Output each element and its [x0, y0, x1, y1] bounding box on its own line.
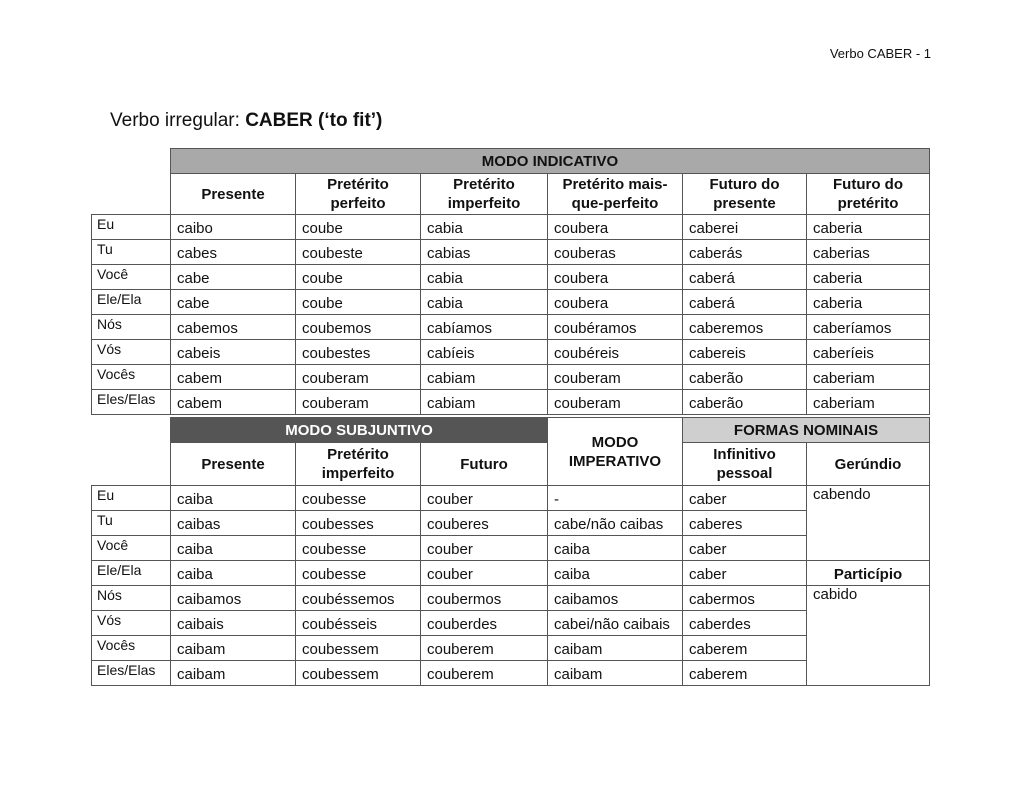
- participio-header: Particípio: [807, 561, 930, 586]
- pronoun-label: Tu: [92, 240, 171, 265]
- conjugation-cell: caiba: [171, 561, 296, 586]
- conjugation-cell: couber: [421, 486, 548, 511]
- imperativo-cell: caiba: [548, 536, 683, 561]
- table-row: [92, 536, 930, 561]
- conjugation-cell: caberão: [683, 365, 807, 390]
- conjugation-cell: coubéssemos: [296, 586, 421, 611]
- conjugation-cell: caberia: [807, 265, 930, 290]
- conjugation-cell: caberei: [683, 215, 807, 240]
- conjugation-cell: coubesse: [296, 561, 421, 586]
- infinitivo-cell: caber: [683, 561, 807, 586]
- col-header: Presente: [171, 443, 296, 486]
- conjugation-cell: couberam: [548, 390, 683, 415]
- pronoun-label: Nós: [92, 315, 171, 340]
- conjugation-cell: cabíamos: [421, 315, 548, 340]
- table-row: [92, 390, 930, 415]
- conjugation-cell: caiba: [171, 486, 296, 511]
- imperativo-cell: caibam: [548, 636, 683, 661]
- conjugation-cell: caberão: [683, 390, 807, 415]
- conjugation-cell: coubeste: [296, 240, 421, 265]
- conjugation-cell: couberam: [296, 365, 421, 390]
- conjugation-cell: cabem: [171, 390, 296, 415]
- conjugation-cell: caberemos: [683, 315, 807, 340]
- pronoun-label: Vós: [92, 340, 171, 365]
- conjugation-cell: coubéramos: [548, 315, 683, 340]
- table-row: [92, 215, 930, 240]
- conjugation-cell: caberás: [683, 240, 807, 265]
- pronoun-label: Eu: [92, 215, 171, 240]
- col-header: Infinitivo pessoal: [683, 443, 807, 486]
- title-verb: CABER (‘to fit’): [245, 110, 383, 131]
- pronoun-label: Ele/Ela: [92, 561, 171, 586]
- imperativo-cell: caiba: [548, 561, 683, 586]
- conjugation-cell: cabes: [171, 240, 296, 265]
- conjugation-cell: caberíeis: [807, 340, 930, 365]
- conjugation-cell: coubermos: [421, 586, 548, 611]
- conjugation-cell: coubéreis: [548, 340, 683, 365]
- pronoun-label: Eles/Elas: [92, 390, 171, 415]
- conjugation-cell: couberem: [421, 636, 548, 661]
- infinitivo-cell: caberem: [683, 636, 807, 661]
- conjugation-cell: couber: [421, 561, 548, 586]
- pronoun-label: Eu: [92, 486, 171, 511]
- conjugation-cell: couberem: [421, 661, 548, 686]
- conjugation-cell: cabeis: [171, 340, 296, 365]
- page-title: [110, 110, 382, 132]
- pronoun-label: Ele/Ela: [92, 290, 171, 315]
- conjugation-cell: cabemos: [171, 315, 296, 340]
- blank-corner: [92, 149, 171, 174]
- col-header: Pretérito imperfeito: [421, 174, 548, 215]
- conjugation-cell: caberia: [807, 290, 930, 315]
- pronoun-label: Você: [92, 536, 171, 561]
- conjugation-cell: coubera: [548, 215, 683, 240]
- conjugation-cell: caibo: [171, 215, 296, 240]
- infinitivo-cell: cabermos: [683, 586, 807, 611]
- conjugation-cell: cabíeis: [421, 340, 548, 365]
- page-header: Verbo CABER - 1: [829, 46, 931, 61]
- table-row: [92, 511, 930, 536]
- col-header: Presente: [171, 174, 296, 215]
- table-row: [92, 636, 930, 661]
- conjugation-cell: cabem: [171, 365, 296, 390]
- imperativo-cell: caibam: [548, 661, 683, 686]
- pronoun-label: Vocês: [92, 636, 171, 661]
- conjugation-cell: couberdes: [421, 611, 548, 636]
- imperativo-cell: cabei/não caibais: [548, 611, 683, 636]
- table-row: [92, 315, 930, 340]
- imperativo-cell: cabe/não caibas: [548, 511, 683, 536]
- conjugation-cell: cabia: [421, 290, 548, 315]
- infinitivo-cell: caberdes: [683, 611, 807, 636]
- conjugation-cell: coubessem: [296, 636, 421, 661]
- conjugation-cell: couberes: [421, 511, 548, 536]
- conjugation-cell: caberias: [807, 240, 930, 265]
- conjugation-cell: cabia: [421, 215, 548, 240]
- conjugation-cell: coubesse: [296, 486, 421, 511]
- conjugation-cell: couberam: [548, 365, 683, 390]
- blank-corner: [92, 443, 171, 486]
- pronoun-label: Nós: [92, 586, 171, 611]
- conjugation-cell: caberíamos: [807, 315, 930, 340]
- col-header: Futuro: [421, 443, 548, 486]
- conjugation-cell: caberiam: [807, 365, 930, 390]
- formas-nominais-band: FORMAS NOMINAIS: [683, 418, 930, 443]
- conjugation-cell: caberá: [683, 290, 807, 315]
- conjugation-cell: coube: [296, 290, 421, 315]
- conjugation-cell: caberá: [683, 265, 807, 290]
- conjugation-cell: coube: [296, 265, 421, 290]
- conjugation-cell: cabereis: [683, 340, 807, 365]
- subjuntivo-table: [91, 417, 930, 686]
- col-header: Pretérito perfeito: [296, 174, 421, 215]
- conjugation-cell: cabiam: [421, 390, 548, 415]
- conjugation-cell: coube: [296, 215, 421, 240]
- col-header: Pretérito mais-que-perfeito: [548, 174, 683, 215]
- conjugation-cell: coubera: [548, 290, 683, 315]
- conjugation-cell: cabe: [171, 290, 296, 315]
- conjugation-cell: caibais: [171, 611, 296, 636]
- conjugation-cell: cabias: [421, 240, 548, 265]
- table-row: [92, 486, 930, 511]
- imperativo-header: MODO IMPERATIVO: [548, 418, 683, 486]
- table-row: [92, 340, 930, 365]
- blank-corner: [92, 174, 171, 215]
- conjugation-cell: caibam: [171, 661, 296, 686]
- infinitivo-cell: caberes: [683, 511, 807, 536]
- conjugation-cell: couberam: [296, 390, 421, 415]
- col-header: Pretérito imperfeito: [296, 443, 421, 486]
- table-row: [92, 611, 930, 636]
- conjugation-cell: coubessem: [296, 661, 421, 686]
- conjugation-cell: caiba: [171, 536, 296, 561]
- title-prefix: Verbo irregular:: [110, 110, 246, 131]
- conjugation-cell: caibamos: [171, 586, 296, 611]
- blank-corner: [92, 418, 171, 443]
- table-row: [92, 365, 930, 390]
- table-row: [92, 290, 930, 315]
- pronoun-label: Eles/Elas: [92, 661, 171, 686]
- imperativo-cell: caibamos: [548, 586, 683, 611]
- table-row: [92, 265, 930, 290]
- conjugation-cell: coubera: [548, 265, 683, 290]
- subjuntivo-band: MODO SUBJUNTIVO: [171, 418, 548, 443]
- indicativo-band: MODO INDICATIVO: [171, 149, 930, 174]
- table-row: [92, 586, 930, 611]
- conjugation-cell: couberas: [548, 240, 683, 265]
- infinitivo-cell: caber: [683, 486, 807, 511]
- conjugation-cell: caberia: [807, 215, 930, 240]
- pronoun-label: Vós: [92, 611, 171, 636]
- col-header: Futuro do presente: [683, 174, 807, 215]
- col-header: Gerúndio: [807, 443, 930, 486]
- conjugation-cell: coubésseis: [296, 611, 421, 636]
- indicativo-table: [91, 148, 930, 415]
- participio-cell: cabido: [807, 586, 930, 686]
- conjugation-cell: caibas: [171, 511, 296, 536]
- gerundio-cell: cabendo: [807, 486, 930, 561]
- col-header: Futuro do pretérito: [807, 174, 930, 215]
- conjugation-cell: cabiam: [421, 365, 548, 390]
- conjugation-cell: cabia: [421, 265, 548, 290]
- infinitivo-cell: caber: [683, 536, 807, 561]
- conjugation-cell: cabe: [171, 265, 296, 290]
- conjugation-cell: caibam: [171, 636, 296, 661]
- table-row: [92, 661, 930, 686]
- pronoun-label: Vocês: [92, 365, 171, 390]
- pronoun-label: Você: [92, 265, 171, 290]
- table-row: [92, 561, 930, 586]
- conjugation-cell: caberiam: [807, 390, 930, 415]
- infinitivo-cell: caberem: [683, 661, 807, 686]
- table-row: [92, 240, 930, 265]
- conjugation-cell: coubestes: [296, 340, 421, 365]
- imperativo-cell: -: [548, 486, 683, 511]
- conjugation-cell: coubesses: [296, 511, 421, 536]
- conjugation-cell: coubemos: [296, 315, 421, 340]
- pronoun-label: Tu: [92, 511, 171, 536]
- conjugation-cell: coubesse: [296, 536, 421, 561]
- conjugation-cell: couber: [421, 536, 548, 561]
